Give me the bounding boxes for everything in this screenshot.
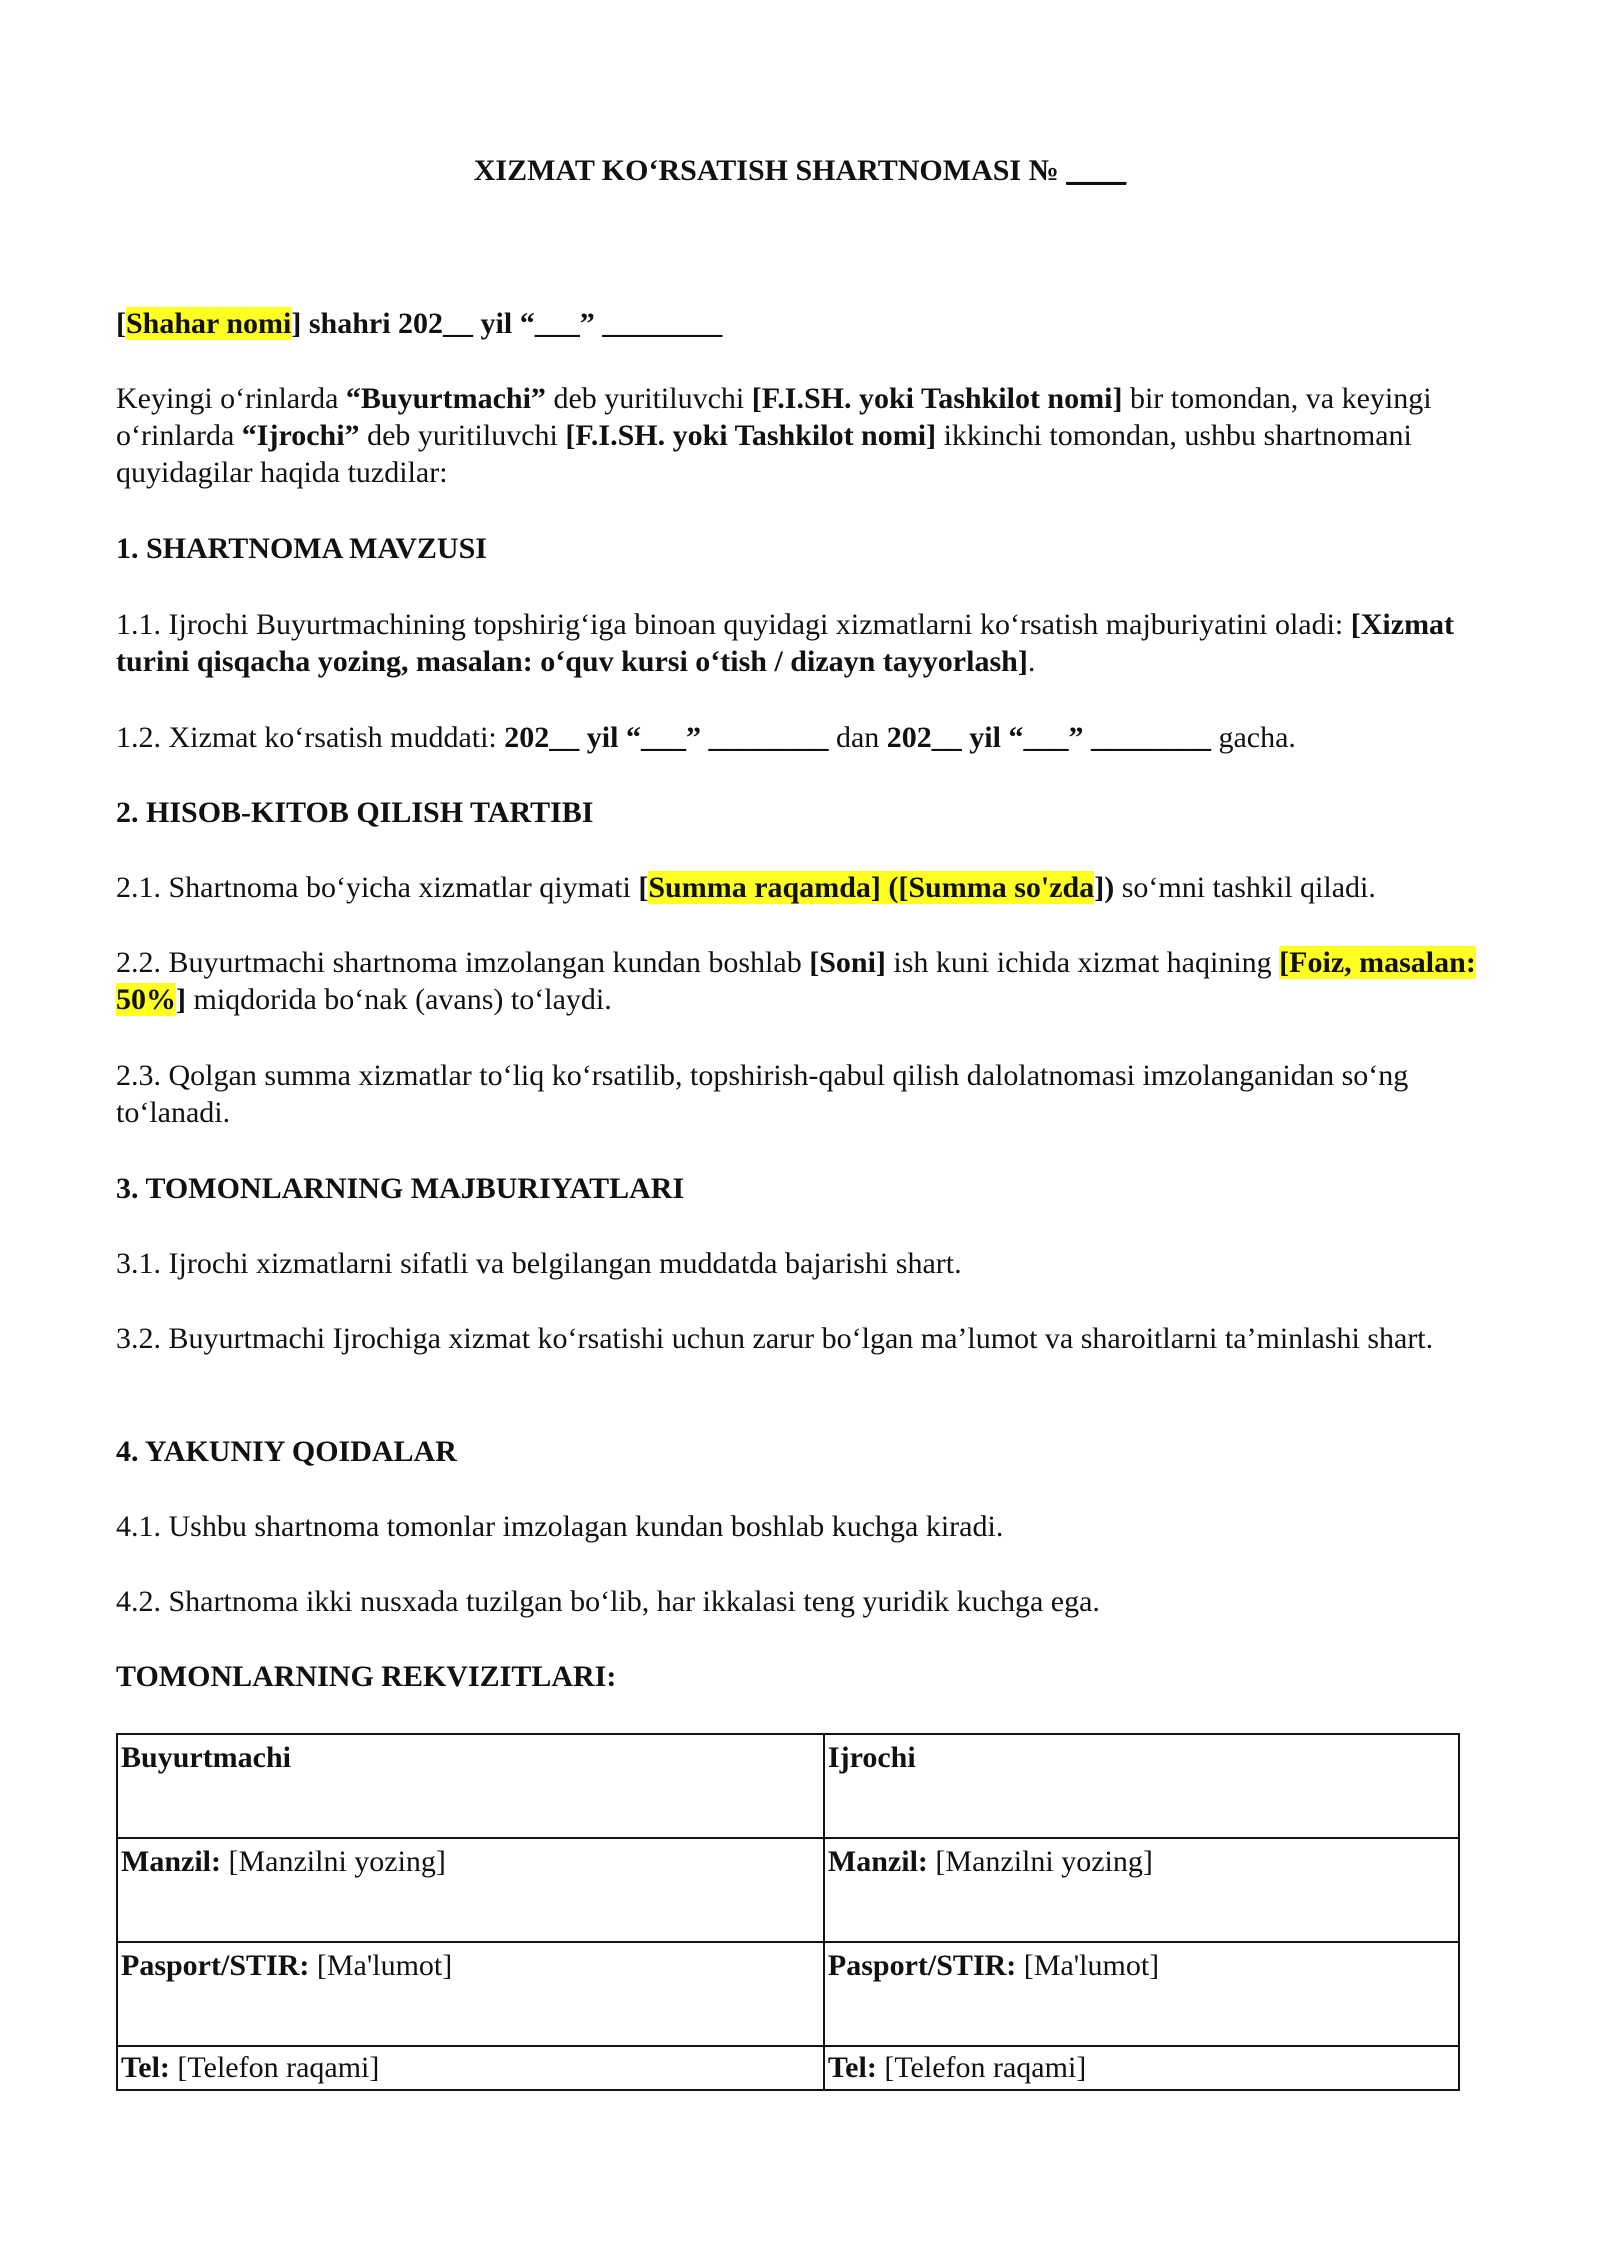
table-row: [117, 1734, 1459, 1838]
phone-label: Tel:: [121, 2051, 170, 2084]
intro-text: deb yuritiluvchi: [359, 419, 566, 452]
title-text: XIZMAT KO‘RSATISH SHARTNOMASI №: [473, 154, 1067, 187]
executor-header: Ijrochi: [827, 1741, 916, 1774]
phone-value: [Telefon raqami]: [876, 2051, 1087, 2084]
requisites-heading: TOMONLARNING REKVIZITLARI:: [116, 1660, 617, 1693]
intro-text: Keyingi o‘rinlarda: [116, 382, 346, 415]
bracket: ]): [1094, 871, 1115, 904]
passport-value: [Ma'lumot]: [1016, 1949, 1160, 1982]
passport-label: Pasport/STIR:: [827, 1949, 1017, 1982]
phone-value: [Telefon raqami]: [169, 2051, 380, 2084]
executor-address-cell: [824, 1838, 1459, 1942]
address-label: Manzil:: [121, 1845, 221, 1878]
clause-end: so‘mni tashkil qiladi.: [1114, 871, 1376, 904]
clause-text: ish kuni ichida xizmat haqining: [885, 946, 1280, 979]
sum-placeholder: Summa raqamda] ([Summa so'zda: [648, 871, 1095, 904]
section-1-heading: 1. SHARTNOMA MAVZUSI: [116, 532, 487, 565]
buyer-header: Buyurtmachi: [121, 1741, 292, 1774]
executor-header-cell: [824, 1734, 1459, 1838]
intro-paragraph: [116, 380, 1516, 491]
section-3-heading: 3. TOMONLARNING MAJBURIYATLARI: [116, 1172, 685, 1205]
requisites-table: [116, 1733, 1460, 2091]
clause-text: dan: [828, 721, 887, 754]
clause-4-2: 4.2. Shartnoma ikki nusxada tuzilgan bo‘lib, har ikkalasi teng yuridik kuchga ega.: [116, 1585, 1100, 1618]
place-date-line: [116, 305, 1516, 342]
address-value: [Manzilni yozing]: [927, 1845, 1153, 1878]
buyer-address-cell: [117, 1838, 824, 1942]
buyer-phone-cell: [117, 2046, 824, 2090]
clause-text: 2.2. Buyurtmachi shartnoma imzolangan kundan boshlab: [116, 946, 810, 979]
clause-text: 1.2. Xizmat ko‘rsatish muddati:: [116, 721, 505, 754]
executor-term: “Ijrochi”: [241, 419, 360, 452]
clause-text: 1.1. Ijrochi Buyurtmachining topshirig‘iga binoan quyidagi xizmatlarni ko‘rsatish majburiyatini oladi:: [116, 608, 1351, 641]
document-title: [0, 152, 1600, 189]
bracket: [: [116, 307, 126, 340]
buyer-passport-cell: [117, 1942, 824, 2046]
buyer-term: “Buyurtmachi”: [345, 382, 546, 415]
place-date-rest: ] shahri 202__ yil “___” ________: [291, 307, 723, 340]
executor-name-placeholder: [F.I.SH. yoki Tashkilot nomi]: [565, 419, 937, 452]
bracket: ]: [176, 983, 186, 1016]
clause-3-2: 3.2. Buyurtmachi Ijrochiga xizmat ko‘rsatishi uchun zarur bo‘lgan ma’lumot va sharoitlarni ta’minlashi shart.: [116, 1322, 1434, 1355]
clause-3-1: 3.1. Ijrochi xizmatlarni sifatli va belgilangan muddatda bajarishi shart.: [116, 1247, 962, 1280]
section-4-heading: 4. YAKUNIY QOIDALAR: [116, 1435, 457, 1468]
buyer-name-placeholder: [F.I.SH. yoki Tashkilot nomi]: [751, 382, 1123, 415]
clause-end: miqdorida bo‘nak (avans) to‘laydi.: [186, 983, 612, 1016]
executor-phone-cell: [824, 2046, 1459, 2090]
table-row: [117, 2046, 1459, 2090]
section-2-heading: 2. HISOB-KITOB QILISH TARTIBI: [116, 796, 594, 829]
intro-text: bir tomondan, va keyingi o‘rinlarda: [116, 382, 1432, 452]
clause-1-1: [116, 606, 1516, 680]
clause-text: 2.1. Shartnoma bo‘yicha xizmatlar qiymati: [116, 871, 639, 904]
address-value: [Manzilni yozing]: [220, 1845, 446, 1878]
clause-end: gacha.: [1210, 721, 1296, 754]
table-row: [117, 1838, 1459, 1942]
bracket: [: [638, 871, 649, 904]
percent-placeholder: [Foiz, masalan: 50%: [116, 946, 1476, 1016]
intro-text: ikkinchi tomondan, ushbu shartnomani quyidagilar haqida tuzdilar:: [116, 419, 1412, 489]
clause-4-1: 4.1. Ushbu shartnoma tomonlar imzolagan kundan boshlab kuchga kiradi.: [116, 1510, 1004, 1543]
table-row: [117, 1942, 1459, 2046]
date-to-blank: 202__ yil “___” ________: [886, 721, 1211, 754]
phone-label: Tel:: [827, 2051, 877, 2084]
clause-1-2: [116, 719, 1516, 756]
city-placeholder: Shahar nomi: [126, 307, 292, 340]
service-placeholder: [Xizmat turini qisqacha yozing, masalan: o‘quv kursi o‘tish / dizayn tayyorlash]: [116, 608, 1455, 678]
clause-2-3: 2.3. Qolgan summa xizmatlar to‘liq ko‘rsatilib, topshirish-qabul qilish dalolatnomasi imzolanganidan so‘ng to‘lanadi.: [116, 1059, 1409, 1129]
intro-text: deb yuritiluvchi: [545, 382, 752, 415]
clause-2-2: [116, 944, 1516, 1018]
passport-label: Pasport/STIR:: [121, 1949, 310, 1982]
clause-end: .: [1027, 645, 1036, 678]
days-placeholder: [Soni]: [809, 946, 886, 979]
clause-2-1: [116, 869, 1516, 906]
executor-passport-cell: [824, 1942, 1459, 2046]
date-from-blank: 202__ yil “___” ________: [504, 721, 829, 754]
title-number-blank: ____: [1066, 154, 1127, 187]
address-label: Manzil:: [827, 1845, 928, 1878]
passport-value: [Ma'lumot]: [309, 1949, 453, 1982]
buyer-header-cell: [117, 1734, 824, 1838]
